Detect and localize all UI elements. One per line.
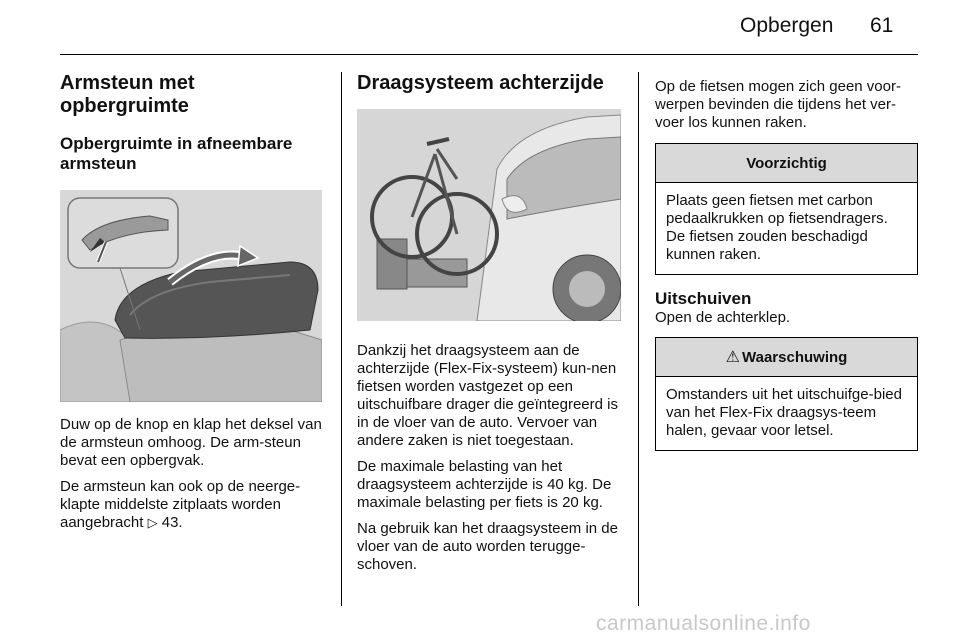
subsection-heading-extend: Uitschuiven [655, 289, 752, 308]
armrest-illustration [60, 190, 322, 402]
page-number: 61 [870, 14, 894, 37]
warning-title: Waarschuwing [742, 348, 848, 366]
caution-title: Voorzichtig [656, 144, 917, 183]
bike-carrier-retract-note: Na gebruik kan het draagsysteem in de vloer van de auto worden terugge-schoven. [357, 520, 618, 573]
watermark: carmanualsonline.info [596, 612, 811, 635]
armrest-mounting-note: De armsteun kan ook op de neerge-klapte middelste zitplaats worden aangebracht ▷ 43. [60, 478, 301, 531]
bike-carrier-drawing [357, 109, 621, 321]
warning-text: Omstanders uit het uitschuifge-bied van het Flex-Fix draagsys-teem halen, gevaar voor letsel. [666, 386, 902, 439]
extend-instruction: Open de achterklep. [655, 309, 791, 326]
column-bike-carrier [357, 72, 622, 574]
subsection-heading-armrest-storage: Opbergruimte in afneembare armsteun [60, 134, 293, 173]
section-heading-bike-carrier: Draagsysteem achterzijde [357, 72, 604, 94]
column-divider-left [341, 72, 342, 606]
page-reference-link[interactable]: 43. [161, 514, 183, 531]
warning-header [656, 338, 917, 377]
column-bike-carrier-cont [655, 72, 920, 451]
warning-triangle-icon: ⚠ [725, 349, 741, 366]
column-divider-right [638, 72, 639, 606]
column-armrest [60, 72, 325, 532]
page-title: Opbergen [740, 14, 834, 37]
caution-box [655, 143, 918, 275]
header-divider [60, 54, 918, 55]
loose-objects-note: Op de fietsen mogen zich geen voor-werpen bevinden die tijdens het ver-voer los kunnen raken. [655, 78, 901, 131]
page-reference-arrow-icon: ▷ [147, 515, 158, 530]
armrest-drawing [60, 190, 322, 402]
caution-text: Plaats geen fietsen met carbon pedaalkrukken op fietsendragers. De fietsen zouden beschadigd kunnen raken. [666, 192, 888, 263]
armrest-instruction: Duw op de knop en klap het deksel van de armsteun omhoog. De arm-steun bevat een opbergvak. [60, 416, 322, 469]
section-heading-armrest: Armsteun met opbergruimte [60, 72, 195, 117]
warning-box [655, 337, 918, 451]
bike-carrier-load-limits: De maximale belasting van het draagsysteem achterzijde is 40 kg. De maximale belasting per fiets is 20 kg. [357, 458, 612, 511]
bike-carrier-illustration [357, 109, 621, 321]
bike-carrier-description: Dankzij het draagsysteem aan de achterzijde (Flex-Fix-systeem) kun-nen fietsen worden vastgezet op een uitschuifbare drager die geïntegreerd is in de vloer van de auto. Vervoer van andere zaken is niet toegestaan. [357, 342, 618, 449]
